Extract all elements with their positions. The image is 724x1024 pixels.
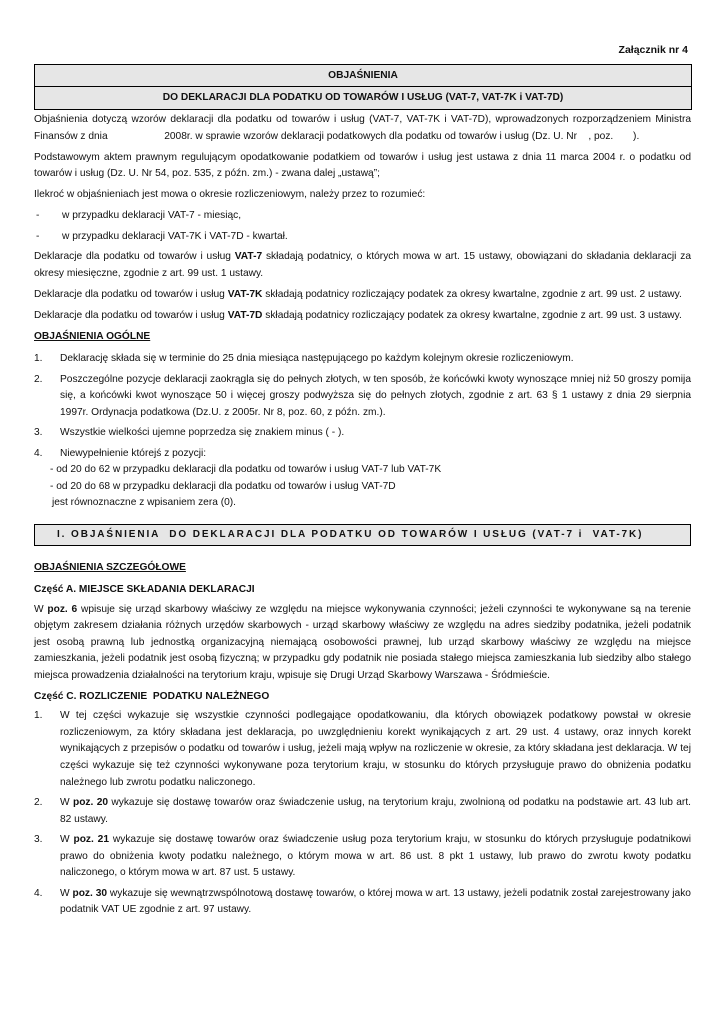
part-a-title: Część A. MIEJSCE SKŁADANIA DEKLARACJI [34, 584, 255, 596]
item-text [60, 795, 691, 828]
text-run: składają podatnicy, o których mowa w art. 15 ustawy, obowiązani do składania deklaracji za okresy miesięczne, zgodnie z art. 99 ust. 1 ustawy. [34, 251, 691, 279]
intro-paragraph-vat7 [34, 249, 691, 282]
item-text [60, 886, 691, 919]
intro-paragraph-vat7d [34, 308, 691, 325]
item-text: Wszystkie wielkości ujemne poprzedza się znakiem minus ( - ). [60, 427, 345, 439]
bold-run: poz. 6 [47, 603, 78, 615]
intro-paragraph-vat7k [34, 287, 691, 304]
bold-run: VAT-7 [234, 251, 263, 263]
text-run: wykazuje się dostawę towarów oraz świadczenie usług, na terytorium kraju, zwolnioną od podatku na podstawie art. 43 lub art. 82 ustawy. [60, 797, 691, 825]
part-c-item-1 [34, 708, 691, 791]
general-heading: OBJAŚNIENIA OGÓLNE [34, 330, 151, 342]
period-list-item-2 [34, 229, 691, 246]
text-run: W [60, 834, 74, 846]
text-run: Deklaracje dla podatku od towarów i usług [34, 251, 235, 263]
document-body [34, 112, 694, 923]
part-c-item-4 [34, 886, 691, 919]
item-number: 3. [34, 834, 43, 846]
annex-label: Załącznik nr 4 [618, 44, 688, 56]
part-a-text [34, 602, 691, 685]
detailed-heading: OBJAŚNIENIA SZCZEGÓŁOWE [34, 561, 186, 573]
item-number: 4. [34, 447, 43, 459]
general-item-4 [34, 446, 691, 463]
intro-paragraph-2: Podstawowym aktem prawnym regulującym opodatkowanie podatkiem od towarów i usług jest ustawa z dnia 11 marca 2004 r. o podatku od towarów i usług (Dz. U. Nr 54, poz. 535, z późn. zm.) - zwana dalej „ustawą”; [34, 151, 691, 180]
general-item-2 [34, 372, 691, 422]
item-text: W tej części wykazuje się wszystkie czynności podlegające opodatkowaniu, dla których obowiązek podatkowy powstał w okresie rozliczeniowym, za który składana jest deklaracja, po uwzględnieniu korekt wynikających z art. 29 ust. 4 ustawy, oraz innych korekt wynikających z przepisów o podatku od towarów i usług, jeżeli mają wpływ na rozliczenie w okresie, za który składana jest deklaracja. W tej części wykazuje się też czynności wykonywane poza terytorium kraju, w stosunku do których przysługuje prawo do obniżenia podatku należnego lub zwrotu podatku naliczonego. [60, 710, 691, 788]
text-run: W [34, 603, 48, 615]
intro-paragraph-3: Ilekroć w objaśnieniach jest mowa o okresie rozliczeniowym, należy przez to rozumieć: [34, 189, 426, 201]
general-item-4-sub-2: - od 20 do 68 w przypadku deklaracji dla podatku od towarów i usług VAT-7D [50, 480, 396, 492]
part-c-item-2 [34, 795, 691, 828]
bold-run: poz. 21 [73, 834, 110, 846]
bold-run: VAT-7D [227, 309, 263, 321]
part-c-item-3 [34, 832, 691, 882]
item-text: Deklarację składa się w terminie do 25 dnia miesiąca następującego po każdym kolejnym okresie rozliczeniowym. [60, 353, 574, 365]
text-run: Deklaracje dla podatku od towarów i usług [34, 309, 228, 321]
intro-paragraph-1: Objaśnienia dotyczą wzorów deklaracji dla podatku od towarów i usług (VAT-7, VAT-7K i VAT-7D), wprowadzonych rozporządzeniem Ministra Finansów z dnia 2008r. w sprawie wzorów deklaracji podatkowych dla podatku od towarów i usług (Dz. U. Nr , poz. ). [34, 114, 694, 142]
item-number: 2. [34, 373, 43, 385]
period-item-text: w przypadku deklaracji VAT-7 - miesiąc, [62, 210, 242, 222]
item-number: 2. [34, 797, 43, 809]
general-item-3 [34, 425, 691, 442]
text-run: W [60, 887, 73, 899]
part-c-title: Część C. ROZLICZENIE PODATKU NALEŻNEGO [34, 690, 270, 702]
item-number: 3. [34, 427, 43, 439]
title-box [34, 64, 692, 110]
general-item-4-sub-1: - od 20 do 62 w przypadku deklaracji dla podatku od towarów i usług VAT-7 lub VAT-7K [50, 464, 442, 476]
dash-marker: - [36, 230, 40, 242]
period-list-item-1 [34, 208, 691, 225]
dash-marker: - [36, 210, 40, 222]
title-line-1: OBJAŚNIENIA [328, 70, 398, 81]
item-number: 4. [34, 887, 43, 899]
item-text [60, 832, 691, 882]
item-text: Poszczególne pozycje deklaracji zaokrągla się do pełnych złotych, w ten sposób, że końcówki kwoty wynoszące mniej niż 50 groszy pomija się, a końcówki kwot wynoszące 50 i więcej groszy podwyższa się do pełnych złotych, zgodnie z art. 63 § 1 ustawy z dnia 29 sierpnia 1997r. Ordynacja podatkowa (Dz.U. z 2005r. Nr 8, poz. 60, z późn. zm.). [60, 373, 691, 418]
bold-run: VAT-7K [227, 288, 263, 300]
bold-run: poz. 20 [72, 797, 109, 809]
text-run: Deklaracje dla podatku od towarów i usług [34, 288, 228, 300]
text-run: wykazuje się dostawę towarów oraz świadczenie usług poza terytorium kraju, w stosunku do których przysługuje podatnikowi prawo do obniżenia kwoty podatku należnego, o którym mowa w art. 86 ust. 8 pkt 1 ustawy, lub prawo do zwrotu kwoty podatku naliczonego, o którym mowa w art. 87 ust. 5 ustawy. [60, 834, 691, 879]
period-item-text: w przypadku deklaracji VAT-7K i VAT-7D - kwartał. [62, 230, 288, 242]
text-run: składają podatnicy rozliczający podatek za okresy kwartalne, zgodnie z art. 99 ust. 3 ustawy. [262, 309, 682, 321]
text-run: wpisuje się urząd skarbowy właściwy ze względu na miejsce wykonywania czynności; jeżeli czynności te wykonywane są na terenie objętym zakresem działania różnych urzędów skarbowych - urząd skarbowy właściwy ze względu na adres siedziby podatnika, jeżeli podatnik jest osobą prawną lub jednostką organizacyjną niemającą osobowości prawnej, lub urząd skarbowy właściwy ze względu na miejsce zamieszkania, jeżeli podatnik jest osobą fizyczną; w przypadku gdy podatnik nie posiada stałego miejsca zamieszkania lub siedziby albo stałego miejsca prowadzenia działalności na terytorium kraju, wpisuje się Drugi Urząd Skarbowy Warszawa - Śródmieście. [34, 603, 691, 681]
item-number: 1. [34, 710, 43, 722]
general-item-4-tail: jest równoznaczne z wpisaniem zera (0). [52, 497, 237, 509]
item-text: Niewypełnienie którejś z pozycji: [60, 447, 207, 459]
text-run: składają podatnicy rozliczający podatek za okresy kwartalne, zgodnie z art. 99 ust. 2 ustawy. [262, 288, 682, 300]
item-number: 1. [34, 353, 43, 365]
section-1-box: I. OBJAŚNIENIA DO DEKLARACJI DLA PODATKU OD TOWARÓW I USŁUG (VAT-7 i VAT-7K) [34, 524, 691, 546]
title-line-2: DO DEKLARACJI DLA PODATKU OD TOWARÓW I USŁUG (VAT-7, VAT-7K i VAT-7D) [35, 86, 691, 108]
text-run: wykazuje się wewnątrzwspólnotową dostawę towarów, o której mowa w art. 13 ustawy, jeżeli podatnik został zarejestrowany jako podatnik VAT UE zgodnie z art. 97 ustawy. [60, 887, 691, 916]
general-item-1 [34, 351, 691, 368]
bold-run: poz. 30 [72, 887, 108, 899]
text-run: W [60, 797, 73, 809]
